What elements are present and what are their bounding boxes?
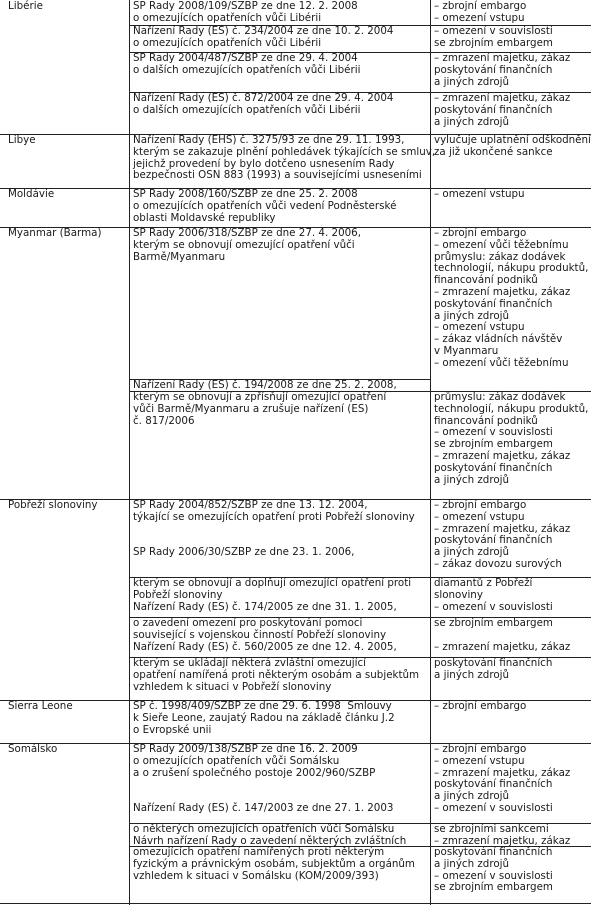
text-line: a jiných zdrojů [434,115,510,128]
legal-measure [133,228,361,263]
text-line: – zmrazení majetku, zákaz [434,766,571,779]
text-line: – zmrazení majetku, zákaz [434,52,571,64]
restriction-list [434,135,591,159]
text-line: – zmrazení majetku, zákaz [434,449,571,462]
text-line: průmyslu: zákaz dodávek [434,391,566,403]
text-line: vylučuje uplatnění odškodnění [434,134,591,146]
text-line: – omezení vstupu [434,11,525,24]
text-line: se zbrojním embargem [434,881,553,894]
text-line: kterým se obnovují omezující opatření vůči [133,238,355,251]
text-line: poskytování finančních [434,778,553,791]
text-line: vůči Barmě/Myanmaru a zrušuje nařízení (ES) [133,402,369,415]
legal-measure [133,578,411,613]
text-line: SP Rady 2004/852/SZBP ze dne 13. 12. 2004, [133,499,368,511]
text-line: financování podniků [434,414,538,427]
text-line: – zbrojní embargo [434,227,527,239]
restriction-list [434,744,570,815]
text-line: – zmrazení majetku, zákaz [434,522,571,535]
text-line: slonoviny [434,588,483,601]
legal-measure [133,189,396,224]
restriction-list [434,578,553,613]
restriction-list [434,392,588,486]
text-line: – zmrazení majetku, zákaz [434,834,571,847]
text-line: o dalších omezujících opatřeních vůči Libérii [133,103,361,116]
text-line: technologií, nákupu produktů, [434,402,589,415]
legal-measure [133,500,415,559]
column-divider [129,0,130,905]
text-line: – omezení v souvislosti [434,25,553,37]
restriction-list [434,189,525,201]
text-line: Nařízení Rady (ES) č. 872/2004 ze dne 29. 4. 2004 [133,92,394,104]
text-line: kterým se zakazuje plnění pohledávek týkajících se smluv, [133,145,436,158]
text-line: o omezujících opatřeních vůči Libérii [133,11,322,24]
restriction-list [434,228,588,370]
country-name: Sierra Leone [8,700,73,712]
text-line: Nařízení Rady (ES) č. 174/2005 ze dne 31. 1. 2005, [133,600,397,613]
text-line: o dalších omezujících opatřeních vůči Libérii [133,63,361,76]
text-line: poskytování finančních [434,461,553,474]
legal-measure [133,1,358,25]
restriction-list [434,658,552,682]
text-line: SP Rady 2004/487/SZBP ze dne 29. 4. 2004 [133,52,358,64]
text-line: kterým se obnovují a zpřísňují omezující opatření [133,391,387,403]
text-line: o omezujících opatřeních vůči vedení Podněsterské [133,199,397,212]
legal-measure [133,53,360,77]
restriction-list [434,824,570,848]
restriction-list [434,847,553,894]
text-line: Pobřeží slonoviny [133,588,223,601]
text-line: poskytování finančních [434,63,553,76]
text-line: a jiných zdrojů [434,75,510,88]
text-line: technologií, nákupu produktů, [434,262,589,275]
text-line: – zmrazení majetku, zákaz [434,640,571,653]
text-line: – zbrojní embargo [434,700,527,712]
text-line: poskytování finančních [434,297,553,310]
text-line [133,779,393,791]
text-line: – omezení vstupu [434,188,525,200]
text-line: Nařízení Rady (ES) č. 194/2008 ze dne 25. 2. 2008, [133,379,397,391]
legal-measure [133,824,406,848]
text-line: – omezení vůči těžebnímu [434,238,569,251]
text-line: se zbrojním embargem [434,617,553,629]
country-name: Libye [8,134,36,146]
text-line: – zákaz vládních návštěv [434,333,563,346]
text-line: – omezení v souvislosti [434,600,553,613]
text-line: Barmě/Myanmaru [133,250,226,263]
text-line: oblasti Moldavské republiky [133,211,276,224]
text-line: se zbrojním embargem [434,36,553,49]
legal-measure [133,658,419,693]
table-bottom-border [0,903,591,904]
country-name: Somálsko [8,743,58,755]
text-line: SP č. 1998/409/SZBP ze dne 29. 6. 1998 Smlouvy [133,700,392,712]
text-line: a jiných zdrojů [434,857,510,870]
text-line: SP Rady 2008/109/SZBP ze dne 12. 2. 2008 [133,0,358,12]
text-line: o zavedení omezení pro poskytování pomoci [133,617,363,629]
text-line: Nařízení Rady (ES) č. 560/2005 ze dne 12. 4. 2005, [133,640,397,653]
text-line: opatření namířená proti některým osobám a subjektům [133,668,420,681]
text-line: bezpečnosti OSN 883 (1993) a souvisejícími usneseními [133,169,422,182]
text-line: Nařízení Rady (EHS) č. 3275/93 ze dne 29. 11. 1993, [133,134,405,146]
legal-measure [133,392,386,427]
text-line: poskytování finančních [434,103,553,116]
text-line: – omezení v souvislosti [434,426,553,439]
text-line: – omezení vstupu [434,510,525,523]
text-line: – omezení vstupu [434,754,525,767]
text-line: o omezujících opatřeních vůči Somálsku [133,754,340,767]
country-name: Moldávie [8,188,55,200]
legal-measure [133,618,397,653]
text-line: omezujících opatření namířených proti některým [133,846,385,858]
text-line: Nařízení Rady (ES) č. 234/2004 ze dne 10. 2. 2004 [133,25,394,37]
legal-measure [133,26,393,50]
text-line: – zbrojní embargo [434,0,527,12]
text-line: diamantů z Pobřeží [434,577,533,589]
text-line: – zákaz dovozu surových [434,557,562,570]
text-line: průmyslu: zákaz dodávek [434,250,566,263]
text-line: – omezení vstupu [434,321,525,334]
text-line [133,524,415,536]
text-line: – zmrazení majetku, zákaz [434,92,571,104]
text-line: SP Rady 2006/30/SZBP ze dne 23. 1. 2006, [133,546,355,559]
restriction-list [434,26,553,50]
text-line: Návrh nařízení Rady o zavedení některých zvláštních [133,834,407,847]
legal-measure [133,135,435,182]
text-line: a jiných zdrojů [434,668,510,681]
text-line: poskytování finančních [434,534,553,547]
text-line: v Myanmaru [434,344,499,357]
text-line: se zbrojním embargem [434,438,553,451]
restriction-list [434,93,570,128]
text-line: a jiných zdrojů [434,790,510,803]
restriction-list [434,618,570,653]
legal-measure [133,744,393,815]
restriction-list [434,53,570,88]
text-line: se zbrojními sankcemi [434,823,549,835]
legal-measure [133,701,395,736]
text-line: vzhledem k situaci v Somálsku (KOM/2009/393) [133,869,379,882]
restriction-list [434,701,526,713]
text-line: a jiných zdrojů [434,546,510,559]
restriction-list [434,1,526,25]
text-line: Nařízení Rady (ES) č. 147/2003 ze dne 27. 1. 2003 [133,801,394,814]
text-line: o omezujících opatřeních vůči Libérii [133,36,322,49]
country-name: Pobřeží slonoviny [8,499,98,511]
text-line: jejichž provedení by bylo dotčeno usnesením Rady [133,157,395,170]
text-line: SP Rady 2008/160/SZBP ze dne 25. 2. 2008 [133,188,358,200]
text-line: týkající se omezujících opatření proti Pobřeží slonoviny [133,510,415,523]
text-line: k Sieře Leone, zaujatý Radou na základě článku J.2 [133,711,395,724]
restriction-list [434,500,570,571]
text-line: financování podniků [434,274,538,287]
text-line: – zmrazení majetku, zákaz [434,285,571,298]
text-line: poskytování finančních [434,657,553,669]
country-name: Myanmar (Barma) [8,227,102,239]
text-line: č. 817/2006 [133,414,195,427]
text-line: a o zrušení společného postoje 2002/960/SZBP [133,766,376,779]
text-line: o Evropské unii [133,723,212,736]
text-line: za již ukončené sankce [434,145,553,158]
text-line: o některých omezujících opatřeních vůči Somálsku [133,823,395,835]
text-line: kterým se obnovují a doplňují omezující opatření proti [133,577,412,589]
text-line: – zbrojní embargo [434,499,527,511]
text-line: poskytování finančních [434,846,553,858]
text-line: a jiných zdrojů [434,309,510,322]
country-name: Libérie [8,0,43,12]
text-line: a jiných zdrojů [434,473,510,486]
text-line: kterým se ukládají některá zvláštní omezující [133,657,367,669]
text-line: fyzickým a právnickým osobám, subjektům a orgánům [133,857,415,870]
legal-measure [133,847,415,882]
text-line: SP Rady 2009/138/SZBP ze dne 16. 2. 2009 [133,743,358,755]
legal-measure [133,93,393,117]
text-line [434,630,570,642]
text-line: – omezení v souvislosti [434,801,553,814]
text-line: související s vojenskou činností Pobřeží slonoviny [133,628,387,641]
text-line: – zbrojní embargo [434,743,527,755]
text-line: vzhledem k situaci v Pobřeží slonoviny [133,680,332,693]
text-line: – omezení v souvislosti [434,869,553,882]
text-line: SP Rady 2006/318/SZBP ze dne 27. 4. 2006, [133,227,361,239]
text-line: – omezení vůči těžebnímu [434,356,569,369]
